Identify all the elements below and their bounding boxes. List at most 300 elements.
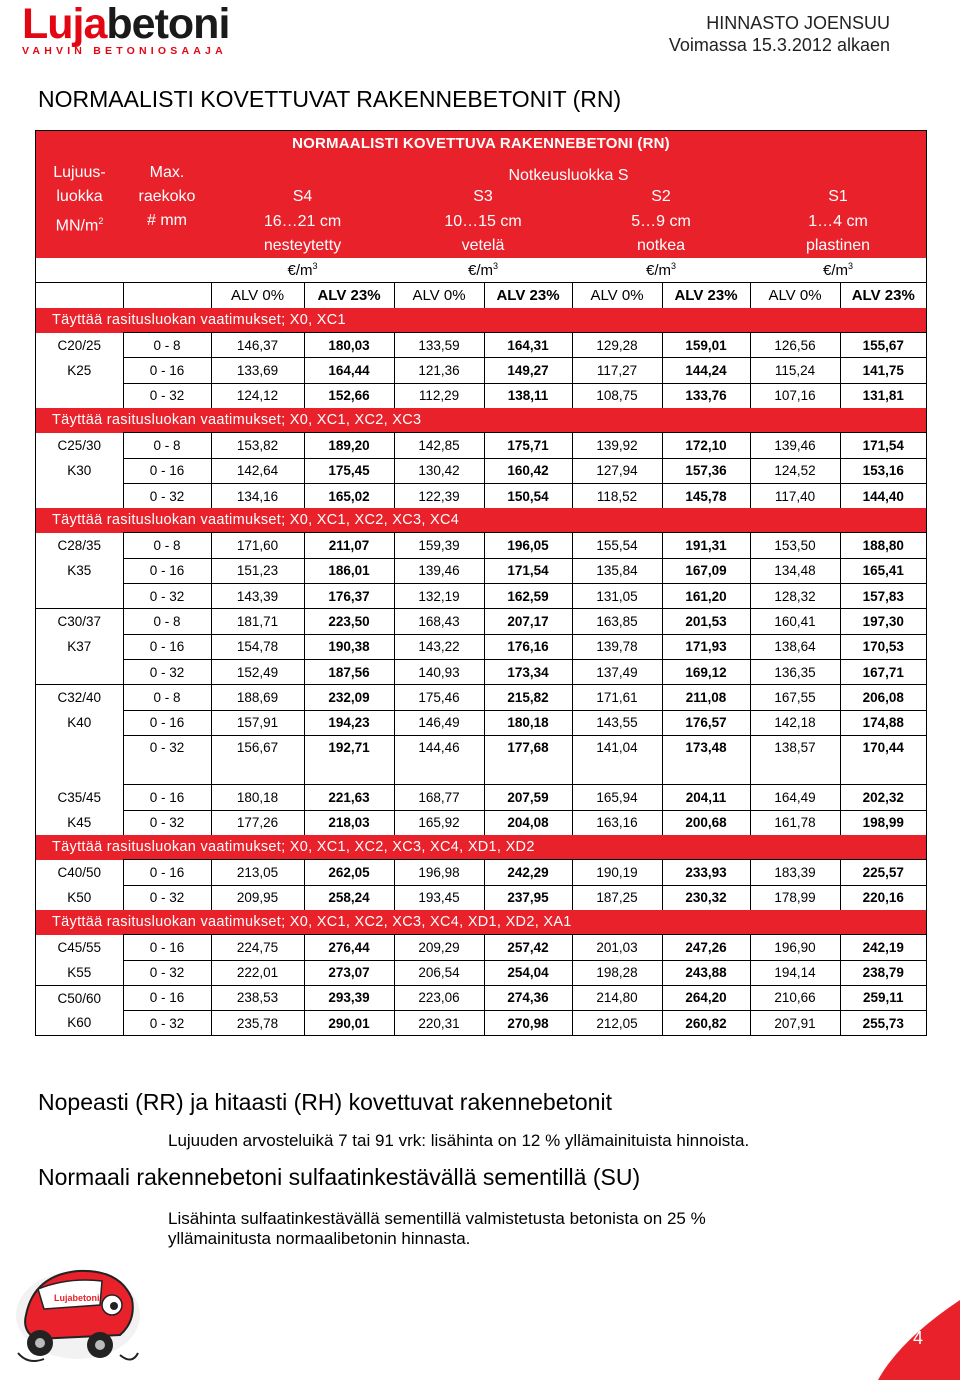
aggregate-size: 0 - 8 [123,685,211,710]
price-vat0: 163,85 [572,609,662,634]
price-vat23: 169,12 [662,659,750,684]
price-vat0: 201,03 [572,935,662,960]
price-vat23: 150,54 [484,483,572,508]
price-vat0: 206,54 [394,960,484,985]
price-unit-label: $€/m^3$ [287,261,318,280]
price-vat23: 255,73 [840,1011,926,1036]
price-vat0: 141,04 [572,735,662,760]
price-vat23: 247,26 [662,935,750,960]
company-logo [22,0,247,57]
vat0-header: ALV 0% [394,283,484,308]
price-vat23: 171,93 [662,634,750,659]
strength-class: K35 [67,563,92,579]
price-vat0: 132,19 [394,584,484,609]
price-vat0: 139,46 [394,558,484,583]
section-row [36,508,926,533]
price-vat23: 273,07 [304,960,394,985]
price-vat0: 139,92 [572,433,662,458]
price-vat23: 160,42 [484,458,572,483]
price-vat0: 153,82 [211,433,304,458]
price-vat0: 157,91 [211,710,304,735]
aggregate-size: 0 - 32 [123,810,211,835]
price-row [36,960,926,985]
strength-class [36,483,123,508]
price-vat23: 293,39 [304,985,394,1010]
consistency-class-code: S3 [394,185,572,209]
strength-class [36,383,123,408]
price-vat0: 163,16 [572,810,662,835]
price-vat0: 198,28 [572,960,662,985]
section-row [36,408,926,433]
mascot-label: Lujabetoni [54,1293,100,1303]
aggregate-size: 0 - 16 [123,785,211,810]
price-vat0: 129,28 [572,333,662,358]
aggregate-size: 0 - 32 [123,483,211,508]
price-vat23: 202,32 [840,785,926,810]
price-vat23: 155,67 [840,333,926,358]
aggregate-size: 0 - 8 [123,333,211,358]
price-vat0: 196,90 [750,935,840,960]
vat23-header: ALV 23% [662,283,750,308]
price-vat0: 196,98 [394,860,484,885]
price-vat23: 170,44 [840,735,926,760]
price-row [36,358,926,383]
price-vat0: 138,57 [750,735,840,760]
price-vat23: 145,78 [662,483,750,508]
price-vat23: 171,54 [840,433,926,458]
price-row [36,333,926,358]
price-vat0: 183,39 [750,860,840,885]
aggregate-size: 0 - 32 [123,584,211,609]
price-vat23: 153,16 [840,458,926,483]
spacer-cell [211,760,304,785]
price-vat0: 151,23 [211,558,304,583]
price-vat0: 235,78 [211,1011,304,1036]
price-vat0: 117,40 [750,483,840,508]
price-vat23: 164,31 [484,333,572,358]
price-vat0: 224,75 [211,935,304,960]
spacer-cell [304,760,394,785]
price-vat23: 144,40 [840,483,926,508]
table-title: NORMAALISTI KOVETTUVA RAKENNEBETONI (RN) [36,131,926,155]
strength-class: K60 [67,1015,92,1031]
price-vat0: 167,55 [750,685,840,710]
price-vat0: 207,91 [750,1011,840,1036]
price-vat0: 143,55 [572,710,662,735]
price-vat0: 133,69 [211,358,304,383]
vat23-header: ALV 23% [484,283,572,308]
price-vat0: 212,05 [572,1011,662,1036]
strength-class: K25 [67,363,92,379]
price-vat0: 143,39 [211,584,304,609]
price-vat0: 168,43 [394,609,484,634]
price-vat23: 218,03 [304,810,394,835]
price-vat0: 164,49 [750,785,840,810]
spacer-cell [662,760,750,785]
aggregate-size: 0 - 16 [123,985,211,1010]
strength-class: K50 [67,890,92,905]
price-vat23: 262,05 [304,860,394,885]
logo-wordmark: Lujabetoni [22,0,230,48]
price-vat0: 165,94 [572,785,662,810]
aggregate-size: 0 - 16 [123,558,211,583]
header-blank-cell [36,258,123,283]
header-blank-cell [36,283,123,308]
price-vat23: 194,23 [304,710,394,735]
price-vat0: 220,31 [394,1011,484,1036]
price-vat23: 200,68 [662,810,750,835]
consistency-class-name: vetelä [394,234,572,258]
aggregate-size: 0 - 8 [123,433,211,458]
price-row [36,735,926,760]
price-row [36,383,926,408]
price-vat23: 201,53 [662,609,750,634]
price-vat23: 187,56 [304,659,394,684]
price-vat23: 276,44 [304,935,394,960]
spacer-cell [123,760,211,785]
price-vat23: 237,95 [484,885,572,910]
price-vat23: 207,17 [484,609,572,634]
price-vat0: 108,75 [572,383,662,408]
note-heading-su: Normaali rakennebetoni sulfaatinkestävällä sementillä (SU) [38,1164,641,1190]
consistency-class-name: nesteytetty [211,234,394,258]
price-vat0: 117,27 [572,358,662,383]
price-vat0: 214,80 [572,985,662,1010]
price-vat0: 135,84 [572,558,662,583]
strength-class: K37 [67,639,92,655]
price-vat23: 188,80 [840,533,926,558]
price-vat23: 242,29 [484,860,572,885]
price-vat23: 152,66 [304,383,394,408]
price-vat23: 173,48 [662,735,750,760]
price-vat23: 171,54 [484,558,572,583]
price-unit-label: $€/m^3$ [467,261,499,280]
price-vat23: 243,88 [662,960,750,985]
price-vat0: 171,61 [572,685,662,710]
consistency-class-range: 10…15 cm [394,210,572,234]
price-vat23: 223,50 [304,609,394,634]
price-unit-label: $€/m^3$ [645,261,677,280]
concrete-truck-mascot [8,1255,143,1370]
aggregate-size: 0 - 8 [123,533,211,558]
price-vat0: 177,26 [211,810,304,835]
price-vat23: 180,03 [304,333,394,358]
price-vat0: 190,19 [572,860,662,885]
exposure-class-requirement: Täyttää rasitusluokan vaatimukset; X0, XC1, XC2, XC3, XC4, XD1, XD2, XA1 [36,910,926,935]
price-vat23: 254,04 [484,960,572,985]
price-vat23: 290,01 [304,1011,394,1036]
price-vat23: 233,93 [662,860,750,885]
spacer-cell [840,760,926,785]
price-vat23: 242,19 [840,935,926,960]
price-vat0: 127,94 [572,458,662,483]
price-vat23: 176,37 [304,584,394,609]
strength-class [36,735,123,760]
consistency-class-range: 1…4 cm [750,210,926,234]
price-vat0: 138,64 [750,634,840,659]
price-vat23: 230,32 [662,885,750,910]
strength-class: K30 [67,463,92,479]
note-text-rr-rh: Lujuuden arvosteluikä 7 tai 91 vrk: lisähinta on 12 % yllämainituista hinnoista. [168,1131,750,1150]
strength-class: K45 [67,815,92,831]
aggregate-size: 0 - 8 [123,609,211,634]
price-vat0: 142,85 [394,433,484,458]
aggregate-size: 0 - 16 [123,634,211,659]
price-vat23: 157,36 [662,458,750,483]
spacer-row [36,760,926,785]
consistency-class-code: S1 [750,185,926,209]
price-vat23: 177,68 [484,735,572,760]
price-vat0: 160,41 [750,609,840,634]
price-vat23: 215,82 [484,685,572,710]
price-table [36,131,926,1035]
price-vat0: 168,77 [394,785,484,810]
price-vat0: 131,05 [572,584,662,609]
price-vat23: 157,83 [840,584,926,609]
price-vat23: 270,98 [484,1011,572,1036]
price-vat0: 112,29 [394,383,484,408]
vat23-header: ALV 23% [840,283,926,308]
strength-class: K40 [67,715,92,731]
consistency-class-code: S4 [211,185,394,209]
note-heading-rr-rh: Nopeasti (RR) ja hitaasti (RH) kovettuvat rakennebetonit [38,1089,612,1115]
price-vat23: 258,24 [304,885,394,910]
price-vat23: 175,71 [484,433,572,458]
price-vat23: 220,16 [840,885,926,910]
logo-tagline: VAHVIN BETONIOSAAJA [22,45,227,57]
price-vat23: 161,20 [662,584,750,609]
price-vat23: 257,42 [484,935,572,960]
price-vat0: 152,49 [211,659,304,684]
page-number: 4 [912,1328,923,1348]
strength-class [36,659,123,684]
price-vat23: 238,79 [840,960,926,985]
price-vat23: 225,57 [840,860,926,885]
spacer-cell [36,760,123,785]
price-vat23: 189,20 [304,433,394,458]
price-vat23: 274,36 [484,985,572,1010]
aggregate-size: 0 - 32 [123,1011,211,1036]
price-vat0: 142,64 [211,458,304,483]
strength-class: C50/60 [36,985,123,1010]
price-vat0: 178,99 [750,885,840,910]
strength-class: C40/50 [57,864,102,880]
vat23-header: ALV 23% [304,283,394,308]
exposure-class-requirement: Täyttää rasitusluokan vaatimukset; X0, XC1 [36,308,926,333]
price-vat0: 161,78 [750,810,840,835]
strength-class: C30/37 [36,609,123,634]
price-row [36,685,926,710]
price-vat23: 165,41 [840,558,926,583]
price-vat0: 143,22 [394,634,484,659]
price-row [36,985,926,1010]
aggregate-size: 0 - 16 [123,710,211,735]
price-vat0: 181,71 [211,609,304,634]
price-vat0: 139,78 [572,634,662,659]
price-vat23: 133,76 [662,383,750,408]
price-vat0: 133,59 [394,333,484,358]
price-vat0: 136,35 [750,659,840,684]
price-vat23: 196,05 [484,533,572,558]
aggregate-size: 0 - 32 [123,960,211,985]
price-row [36,483,926,508]
price-vat0: 156,67 [211,735,304,760]
price-vat0: 128,32 [750,584,840,609]
price-vat23: 141,75 [840,358,926,383]
strength-class-header: Lujuus- luokka $MN/m^2$ [36,155,123,258]
aggregate-size: 0 - 16 [123,860,211,885]
consistency-class-code: S2 [572,185,750,209]
price-row [36,935,926,960]
price-vat0: 124,12 [211,383,304,408]
price-vat0: 115,24 [750,358,840,383]
price-vat0: 165,92 [394,810,484,835]
price-vat0: 175,46 [394,685,484,710]
price-row [36,659,926,684]
price-row [36,885,926,910]
price-vat0: 159,39 [394,533,484,558]
spacer-cell [572,760,662,785]
price-vat23: 191,31 [662,533,750,558]
price-vat0: 188,69 [211,685,304,710]
price-vat23: 170,53 [840,634,926,659]
vat0-header: ALV 0% [572,283,662,308]
price-vat0: 121,36 [394,358,484,383]
price-vat23: 159,01 [662,333,750,358]
consistency-class-name: plastinen [750,234,926,258]
page-title: NORMAALISTI KOVETTUVAT RAKENNEBETONIT (RN) [38,86,622,112]
price-vat0: 213,05 [211,860,304,885]
price-vat23: 174,88 [840,710,926,735]
aggregate-size-header: Max. raekoko # mm [123,155,211,258]
strength-class: C20/25 [57,337,102,353]
vat0-header: ALV 0% [750,283,840,308]
price-vat0: 134,16 [211,483,304,508]
strength-class: C25/30 [57,437,102,453]
price-vat0: 146,49 [394,710,484,735]
price-vat23: 176,57 [662,710,750,735]
price-vat0: 238,53 [211,985,304,1010]
price-vat23: 192,71 [304,735,394,760]
price-row [36,558,926,583]
price-vat0: 193,45 [394,885,484,910]
consistency-class-name: notkea [572,234,750,258]
note-text-su: Lisähinta sulfaatinkestävällä sementillä valmistetusta betonista on 25 % yllämainitusta normaalibetonin hinnasta. [168,1209,706,1248]
price-vat23: 232,09 [304,685,394,710]
price-vat23: 204,08 [484,810,572,835]
price-vat23: 207,59 [484,785,572,810]
price-vat23: 264,20 [662,985,750,1010]
aggregate-size: 0 - 32 [123,383,211,408]
exposure-class-requirement: Täyttää rasitusluokan vaatimukset; X0, XC1, XC2, XC3, XC4, XD1, XD2 [36,835,926,860]
price-vat0: 223,06 [394,985,484,1010]
exposure-class-requirement: Täyttää rasitusluokan vaatimukset; X0, XC1, XC2, XC3, XC4 [36,508,926,533]
price-vat0: 130,42 [394,458,484,483]
price-list-location: HINNASTO JOENSUU [706,13,890,33]
price-vat23: 149,27 [484,358,572,383]
price-vat23: 206,08 [840,685,926,710]
strength-class: C45/55 [57,939,102,955]
aggregate-size: 0 - 32 [123,659,211,684]
price-vat0: 126,56 [750,333,840,358]
spacer-cell [750,760,840,785]
price-vat0: 153,50 [750,533,840,558]
price-vat23: 144,24 [662,358,750,383]
price-vat23: 221,63 [304,785,394,810]
price-vat23: 165,02 [304,483,394,508]
vat0-header: ALV 0% [211,283,304,308]
consistency-class-range: 16…21 cm [211,210,394,234]
price-vat0: 134,48 [750,558,840,583]
price-row [36,533,926,558]
price-vat23: 167,71 [840,659,926,684]
price-vat0: 154,78 [211,634,304,659]
price-row [36,1011,926,1036]
header-blank-cell [123,283,211,308]
price-vat0: 137,49 [572,659,662,684]
price-vat0: 222,01 [211,960,304,985]
price-row [36,860,926,885]
price-row [36,710,926,735]
header-blank-cell [123,258,211,283]
price-vat0: 122,39 [394,483,484,508]
price-vat23: 167,09 [662,558,750,583]
price-vat23: 138,11 [484,383,572,408]
consistency-group-header: Notkeusluokka S [211,155,926,185]
strength-class: C32/40 [36,685,123,710]
strength-class [36,584,123,609]
price-vat0: 142,18 [750,710,840,735]
price-vat23: 260,82 [662,1011,750,1036]
price-row [36,810,926,835]
vat-header-row [36,283,926,308]
section-row [36,910,926,935]
price-list-validity: Voimassa 15.3.2012 alkaen [668,35,890,55]
price-row [36,584,926,609]
price-vat0: 118,52 [572,483,662,508]
aggregate-size: 0 - 16 [123,358,211,383]
price-row [36,609,926,634]
price-vat23: 204,11 [662,785,750,810]
spacer-cell [484,760,572,785]
aggregate-size: 0 - 32 [123,735,211,760]
price-vat0: 180,18 [211,785,304,810]
price-vat0: 107,16 [750,383,840,408]
price-vat23: 162,59 [484,584,572,609]
price-vat23: 211,08 [662,685,750,710]
price-vat23: 175,45 [304,458,394,483]
price-row [36,458,926,483]
strength-class: K55 [67,964,92,980]
price-vat0: 209,95 [211,885,304,910]
price-vat23: 186,01 [304,558,394,583]
price-vat23: 180,18 [484,710,572,735]
price-vat0: 124,52 [750,458,840,483]
price-vat23: 176,16 [484,634,572,659]
price-vat0: 146,37 [211,333,304,358]
aggregate-size: 0 - 16 [123,935,211,960]
section-row [36,308,926,333]
aggregate-size: 0 - 16 [123,458,211,483]
price-vat0: 140,93 [394,659,484,684]
price-vat0: 187,25 [572,885,662,910]
price-vat0: 210,66 [750,985,840,1010]
price-vat23: 131,81 [840,383,926,408]
section-row [36,835,926,860]
strength-class: C35/45 [57,790,102,806]
price-vat0: 144,46 [394,735,484,760]
price-vat23: 197,30 [840,609,926,634]
